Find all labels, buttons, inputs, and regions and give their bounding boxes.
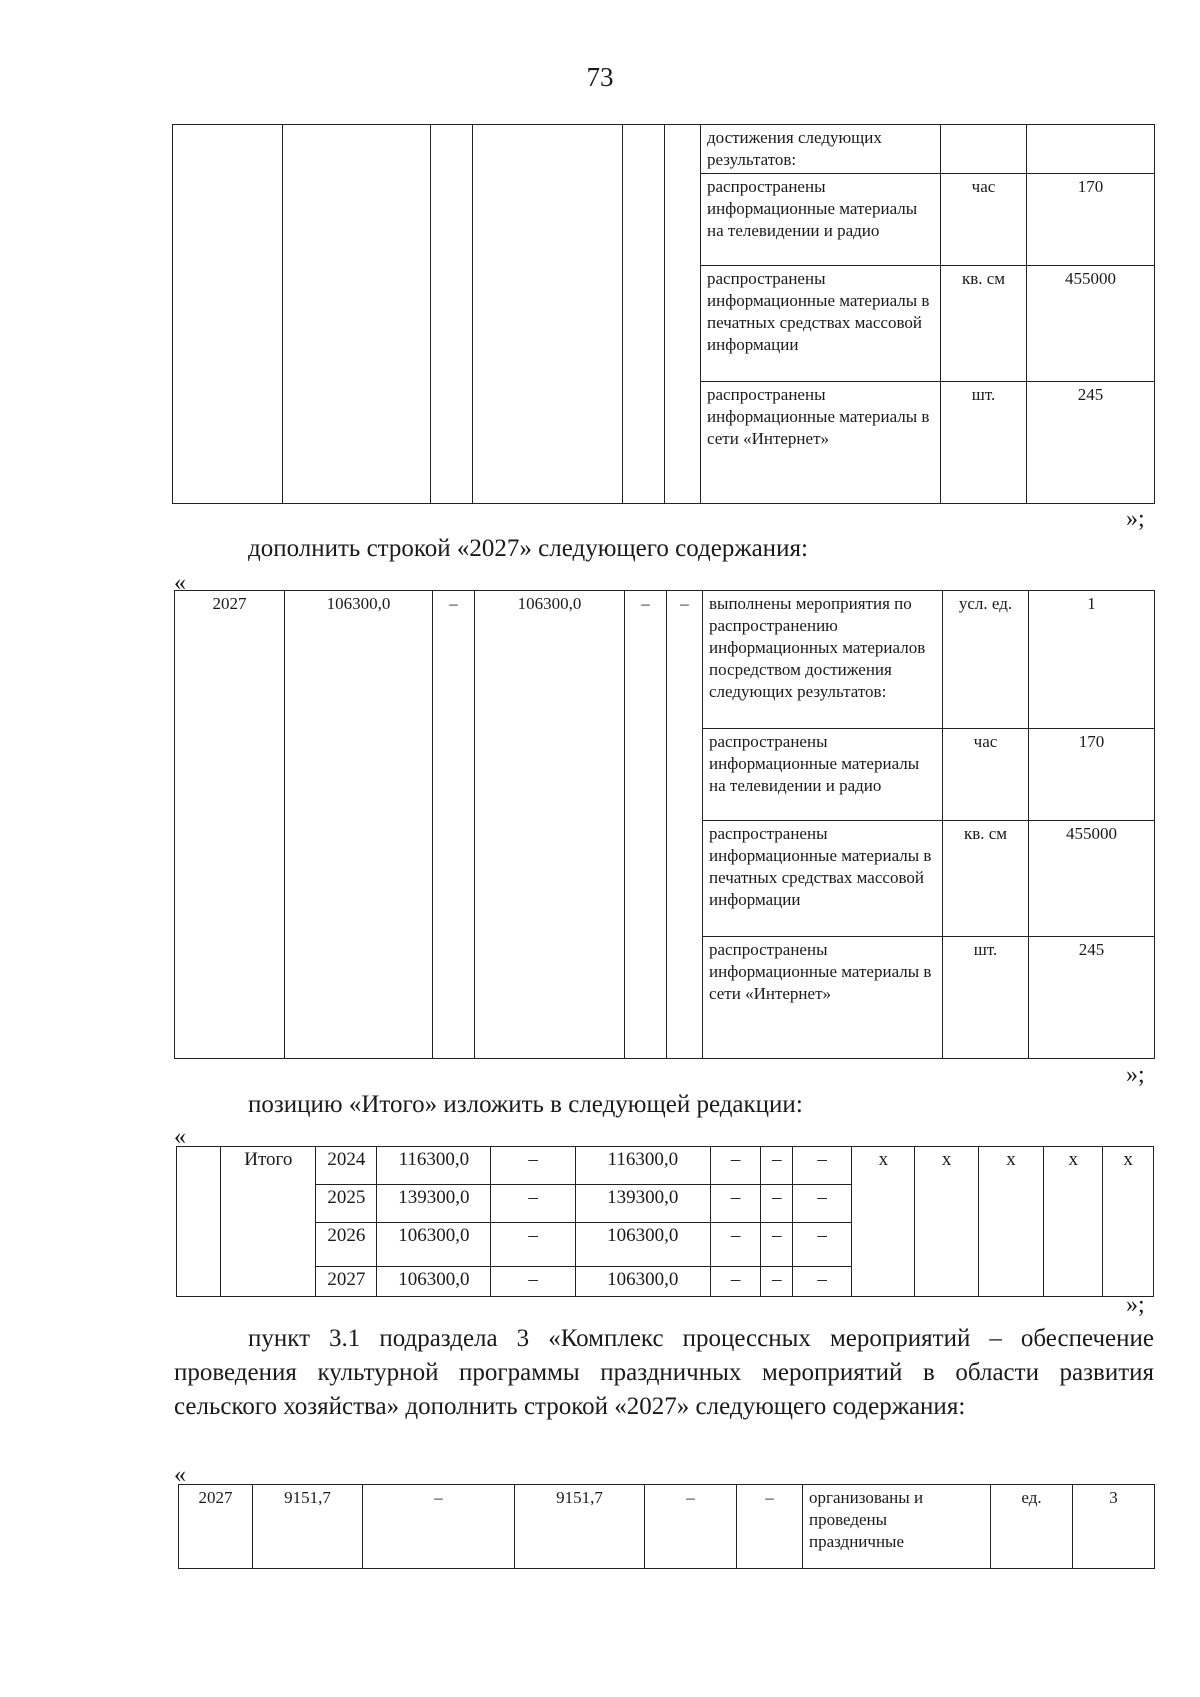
table-row bbox=[173, 125, 1155, 174]
dash-cell: – bbox=[645, 1485, 737, 1569]
budget-cell: 106300,0 bbox=[575, 1267, 710, 1297]
budget-cell: 139300,0 bbox=[575, 1185, 710, 1223]
year-cell: 2026 bbox=[316, 1223, 377, 1267]
total-cell: 139300,0 bbox=[377, 1185, 491, 1223]
dash-cell: – bbox=[710, 1223, 761, 1267]
table-continuation bbox=[172, 124, 1155, 504]
unit-cell: ед. bbox=[991, 1485, 1073, 1569]
value-cell: 455000 bbox=[1029, 821, 1155, 937]
table-row bbox=[175, 591, 1155, 729]
x-mark: x bbox=[978, 1147, 1043, 1297]
result-text: распространены информационные материалы на телевидении и радио bbox=[701, 174, 941, 266]
unit-cell: шт. bbox=[943, 937, 1029, 1059]
result-text: выполнены мероприятия по распространению информационных материалов посредством достижения следующих результатов: bbox=[703, 591, 943, 729]
table-point-3-1-row-2027 bbox=[178, 1484, 1155, 1569]
value-cell: 245 bbox=[1029, 937, 1155, 1059]
instruction-add-row-2027: дополнить строкой «2027» следующего содержания: bbox=[248, 535, 808, 562]
value-cell: 3 bbox=[1073, 1485, 1155, 1569]
table-itogo bbox=[176, 1146, 1154, 1297]
budget-cell: 106300,0 bbox=[475, 591, 625, 1059]
total-cell: 106300,0 bbox=[285, 591, 433, 1059]
table-row-2027 bbox=[174, 590, 1155, 1059]
table-row bbox=[177, 1147, 1154, 1185]
budget-cell: 9151,7 bbox=[515, 1485, 645, 1569]
total-cell: 116300,0 bbox=[377, 1147, 491, 1185]
dash-cell: – bbox=[761, 1185, 793, 1223]
result-text: распространены информационные материалы в печатных средствах массовой информации bbox=[701, 266, 941, 382]
dash-cell: – bbox=[710, 1147, 761, 1185]
dash-cell: – bbox=[793, 1185, 852, 1223]
result-text: распространены информационные материалы в сети «Интернет» bbox=[701, 382, 941, 504]
unit-cell: час bbox=[941, 174, 1027, 266]
unit-cell: час bbox=[943, 729, 1029, 821]
year-cell: 2024 bbox=[316, 1147, 377, 1185]
closing-quote: »; bbox=[1126, 506, 1145, 532]
instruction-point-3-1: пункт 3.1 подраздела 3 «Комплекс процессных мероприятий – обеспечение проведения культурной программы праздничных мероприятий в области развития сельского хозяйства» дополнить строкой «2027» следующего содержания: bbox=[174, 1325, 1154, 1420]
instruction-itogo: позицию «Итого» изложить в следующей редакции: bbox=[248, 1091, 803, 1118]
closing-quote: »; bbox=[1126, 1292, 1145, 1318]
total-cell: 9151,7 bbox=[253, 1485, 363, 1569]
unit-cell: усл. ед. bbox=[943, 591, 1029, 729]
unit-cell: кв. см bbox=[941, 266, 1027, 382]
dash-cell: – bbox=[761, 1267, 793, 1297]
opening-quote: « bbox=[174, 1462, 186, 1488]
opening-quote: « bbox=[174, 1124, 186, 1150]
itogo-label: Итого bbox=[221, 1147, 316, 1297]
opening-quote: « bbox=[174, 570, 186, 596]
year-cell: 2025 bbox=[316, 1185, 377, 1223]
dash-cell: – bbox=[491, 1267, 575, 1297]
unit-cell: кв. см bbox=[943, 821, 1029, 937]
value-cell: 1 bbox=[1029, 591, 1155, 729]
dash-cell: – bbox=[793, 1223, 852, 1267]
x-mark: x bbox=[852, 1147, 915, 1297]
dash-cell: – bbox=[737, 1485, 803, 1569]
x-mark: x bbox=[1044, 1147, 1103, 1297]
dash-cell: – bbox=[667, 591, 703, 1059]
closing-quote: »; bbox=[1126, 1062, 1145, 1088]
dash-cell: – bbox=[761, 1223, 793, 1267]
unit-cell bbox=[941, 125, 1027, 174]
dash-cell: – bbox=[433, 591, 475, 1059]
value-cell bbox=[1027, 125, 1155, 174]
dash-cell: – bbox=[625, 591, 667, 1059]
value-cell: 455000 bbox=[1027, 266, 1155, 382]
dash-cell: – bbox=[491, 1223, 575, 1267]
result-text: распространены информационные материалы в печатных средствах массовой информации bbox=[703, 821, 943, 937]
x-mark: x bbox=[915, 1147, 978, 1297]
dash-cell: – bbox=[710, 1185, 761, 1223]
dash-cell: – bbox=[793, 1267, 852, 1297]
x-mark: x bbox=[1103, 1147, 1154, 1297]
value-cell: 245 bbox=[1027, 382, 1155, 504]
year-cell: 2027 bbox=[316, 1267, 377, 1297]
dash-cell: – bbox=[761, 1147, 793, 1185]
dash-cell: – bbox=[793, 1147, 852, 1185]
result-text: достижения следующих результатов: bbox=[701, 125, 941, 174]
dash-cell: – bbox=[491, 1147, 575, 1185]
unit-cell: шт. bbox=[941, 382, 1027, 504]
dash-cell: – bbox=[491, 1185, 575, 1223]
result-text: распространены информационные материалы на телевидении и радио bbox=[703, 729, 943, 821]
dash-cell: – bbox=[710, 1267, 761, 1297]
year-cell: 2027 bbox=[175, 591, 285, 1059]
page-number: 73 bbox=[586, 62, 614, 92]
year-cell: 2027 bbox=[179, 1485, 253, 1569]
dash-cell: – bbox=[363, 1485, 515, 1569]
result-text: распространены информационные материалы в сети «Интернет» bbox=[703, 937, 943, 1059]
table-row bbox=[179, 1485, 1155, 1569]
budget-cell: 106300,0 bbox=[575, 1223, 710, 1267]
total-cell: 106300,0 bbox=[377, 1223, 491, 1267]
result-text: организованы и проведены праздничные bbox=[803, 1485, 991, 1569]
budget-cell: 116300,0 bbox=[575, 1147, 710, 1185]
value-cell: 170 bbox=[1029, 729, 1155, 821]
total-cell: 106300,0 bbox=[377, 1267, 491, 1297]
value-cell: 170 bbox=[1027, 174, 1155, 266]
